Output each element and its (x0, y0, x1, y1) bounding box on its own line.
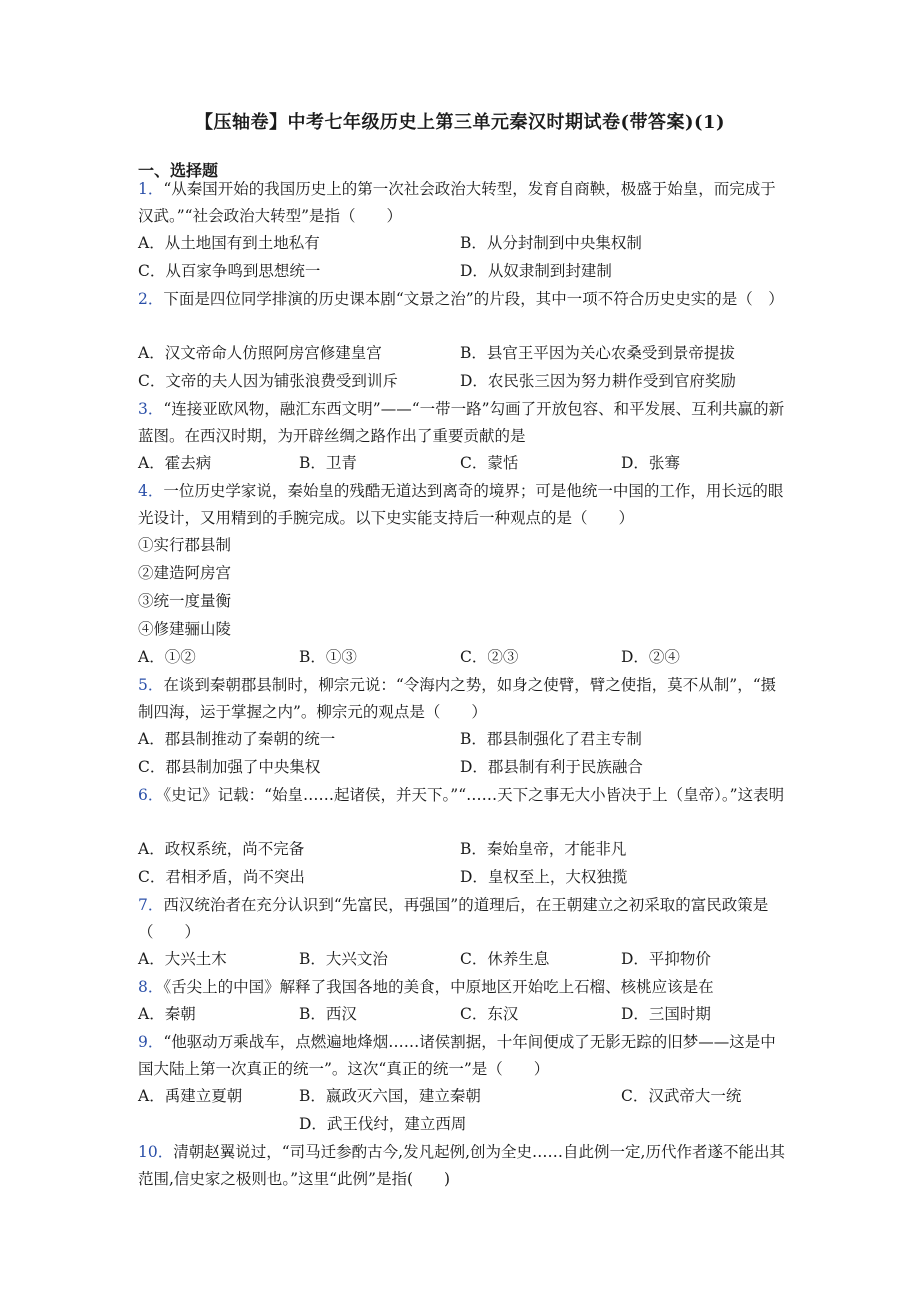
question-text: 清朝赵翼说过，“司马迁参酌古今,发凡起例,创为全史……自此例一定,历代作者遂不能出其范围,信史家之极则也。”这里“此例”是指( ) (138, 1143, 785, 1188)
options-row (138, 1083, 788, 1110)
option-a: A．从土地国有到土地私有 (138, 234, 320, 252)
option-b: B．秦始皇帝，才能非凡 (460, 840, 627, 858)
option-c: C．休养生息 (460, 950, 550, 968)
options-row (138, 754, 788, 781)
option-a: A．大兴土木 (138, 950, 227, 968)
question-text: 一位历史学家说，秦始皇的残酷无道达到离奇的境界；可是他统一中国的工作，用长远的眼光设计，又用精到的手腕完成。以下史实能支持后一种观点的是（ ） (138, 482, 784, 527)
question-number: 5． (138, 676, 164, 694)
option-a: A．政权系统，尚不完备 (138, 840, 305, 858)
options-row (138, 230, 788, 257)
option-b: B．县官王平因为关心农桑受到景帝提拔 (460, 344, 735, 362)
question-7 (138, 892, 788, 946)
option-b: B．西汉 (299, 1005, 357, 1023)
section-heading: 一、选择题 (138, 161, 219, 180)
option-c: C．蒙恬 (460, 454, 519, 472)
option-d: D．张骞 (621, 454, 680, 472)
option-b: B．从分封制到中央集权制 (460, 234, 642, 252)
question-text: “从秦国开始的我国历史上的第一次社会政治大转型，发育自商鞅，极盛于始皇，而完成于汉武。”“社会政治大转型”是指（ ） (138, 180, 776, 225)
question-number: 4． (138, 482, 164, 500)
question-8 (138, 974, 788, 1001)
question-number: 7． (138, 896, 164, 914)
question-text: 下面是四位同学排演的历史课本剧“文景之治”的片段，其中一项不符合历史史实的是（ ） (163, 290, 784, 308)
question-number: 9． (138, 1033, 164, 1051)
option-b: B．郡县制强化了君主专制 (460, 730, 642, 748)
option-a: A．霍去病 (138, 454, 212, 472)
question-number: 6． (138, 786, 164, 804)
option-c: C．文帝的夫人因为铺张浪费受到训斥 (138, 372, 398, 390)
options-row (138, 368, 788, 395)
question-9 (138, 1029, 788, 1083)
options-row (138, 864, 788, 891)
question-text: 在谈到秦朝郡县制时，柳宗元说：“令海内之势，如身之使臂，臂之使指，莫不从制”，“摄制四海，运于掌握之内”。柳宗元的观点是（ ） (138, 676, 777, 721)
question-text: “连接亚欧风物，融汇东西文明”——“一带一路”勾画了开放包容、和平发展、互利共赢的新蓝图。在西汉时期，为开辟丝绸之路作出了重要贡献的是 (138, 400, 785, 445)
question-text: 《舌尖上的中国》解释了我国各地的美食，中原地区开始吃上石榴、核桃应该是在 (163, 978, 714, 996)
option-d: D．农民张三因为努力耕作受到官府奖励 (460, 372, 736, 390)
question-4 (138, 478, 788, 532)
statement-item: ②建造阿房宫 (138, 564, 232, 582)
options-row (138, 726, 788, 753)
page-title: 【压轴卷】中考七年级历史上第三单元秦汉时期试卷(带答案)(1) (194, 112, 726, 133)
question-number: 1． (138, 180, 164, 198)
option-d: D．三国时期 (621, 1005, 711, 1023)
option-c: C．郡县制加强了中央集权 (138, 758, 321, 776)
options-row (138, 450, 788, 477)
option-c: C．东汉 (460, 1005, 519, 1023)
option-d: D．平抑物价 (621, 950, 711, 968)
options-row (138, 644, 788, 671)
question-6 (138, 782, 788, 809)
option-a: A．郡县制推动了秦朝的统一 (138, 730, 336, 748)
statement-item: ④修建骊山陵 (138, 620, 232, 638)
option-d: D．皇权至上，大权独揽 (460, 868, 628, 886)
options-row (138, 340, 788, 367)
option-c: C．②③ (460, 648, 519, 666)
question-number: 3． (138, 400, 164, 418)
question-text: 西汉统治者在充分认识到“先富民，再强国”的道理后，在王朝建立之初采取的富民政策是（ ） (138, 896, 769, 941)
option-b: B．①③ (299, 648, 357, 666)
options-row (138, 946, 788, 973)
question-2 (138, 286, 788, 313)
option-c: C．君相矛盾，尚不突出 (138, 868, 305, 886)
option-b: B．大兴文治 (299, 950, 388, 968)
option-b: B．嬴政灭六国，建立秦朝 (299, 1087, 481, 1105)
option-a: A．禹建立夏朝 (138, 1087, 243, 1105)
question-number: 10． (138, 1143, 174, 1161)
question-3 (138, 396, 788, 450)
option-d: D．从奴隶制到封建制 (460, 262, 612, 280)
question-number: 2． (138, 290, 164, 308)
question-10 (138, 1139, 788, 1193)
options-row (138, 1111, 788, 1138)
statement-item: ③统一度量衡 (138, 592, 232, 610)
option-a: A．①② (138, 648, 196, 666)
question-number: 8． (138, 978, 164, 996)
question-1 (138, 176, 788, 230)
option-c: C．从百家争鸣到思想统一 (138, 262, 321, 280)
options-row (138, 836, 788, 863)
option-d: D．郡县制有利于民族融合 (460, 758, 643, 776)
question-text: 《史记》记载：“始皇……起诸侯，并天下。”“……天下之事无大小皆决于上（皇帝）。”这表明 (163, 786, 785, 804)
question-text: “他驱动万乘战车，点燃遍地烽烟……诸侯割据，十年间便成了无影无踪的旧梦——这是中国大陆上第一次真正的统一”。这次“真正的统一”是（ ） (138, 1033, 776, 1078)
statement-item: ①实行郡县制 (138, 536, 232, 554)
option-d: D．武王伐纣，建立西周 (299, 1115, 467, 1133)
options-row (138, 258, 788, 285)
option-a: A．汉文帝命人仿照阿房宫修建皇宫 (138, 344, 382, 362)
option-b: B．卫青 (299, 454, 357, 472)
options-row (138, 1001, 788, 1028)
option-c: C．汉武帝大一统 (621, 1087, 742, 1105)
option-d: D．②④ (621, 648, 680, 666)
question-5 (138, 672, 788, 726)
option-a: A．秦朝 (138, 1005, 196, 1023)
